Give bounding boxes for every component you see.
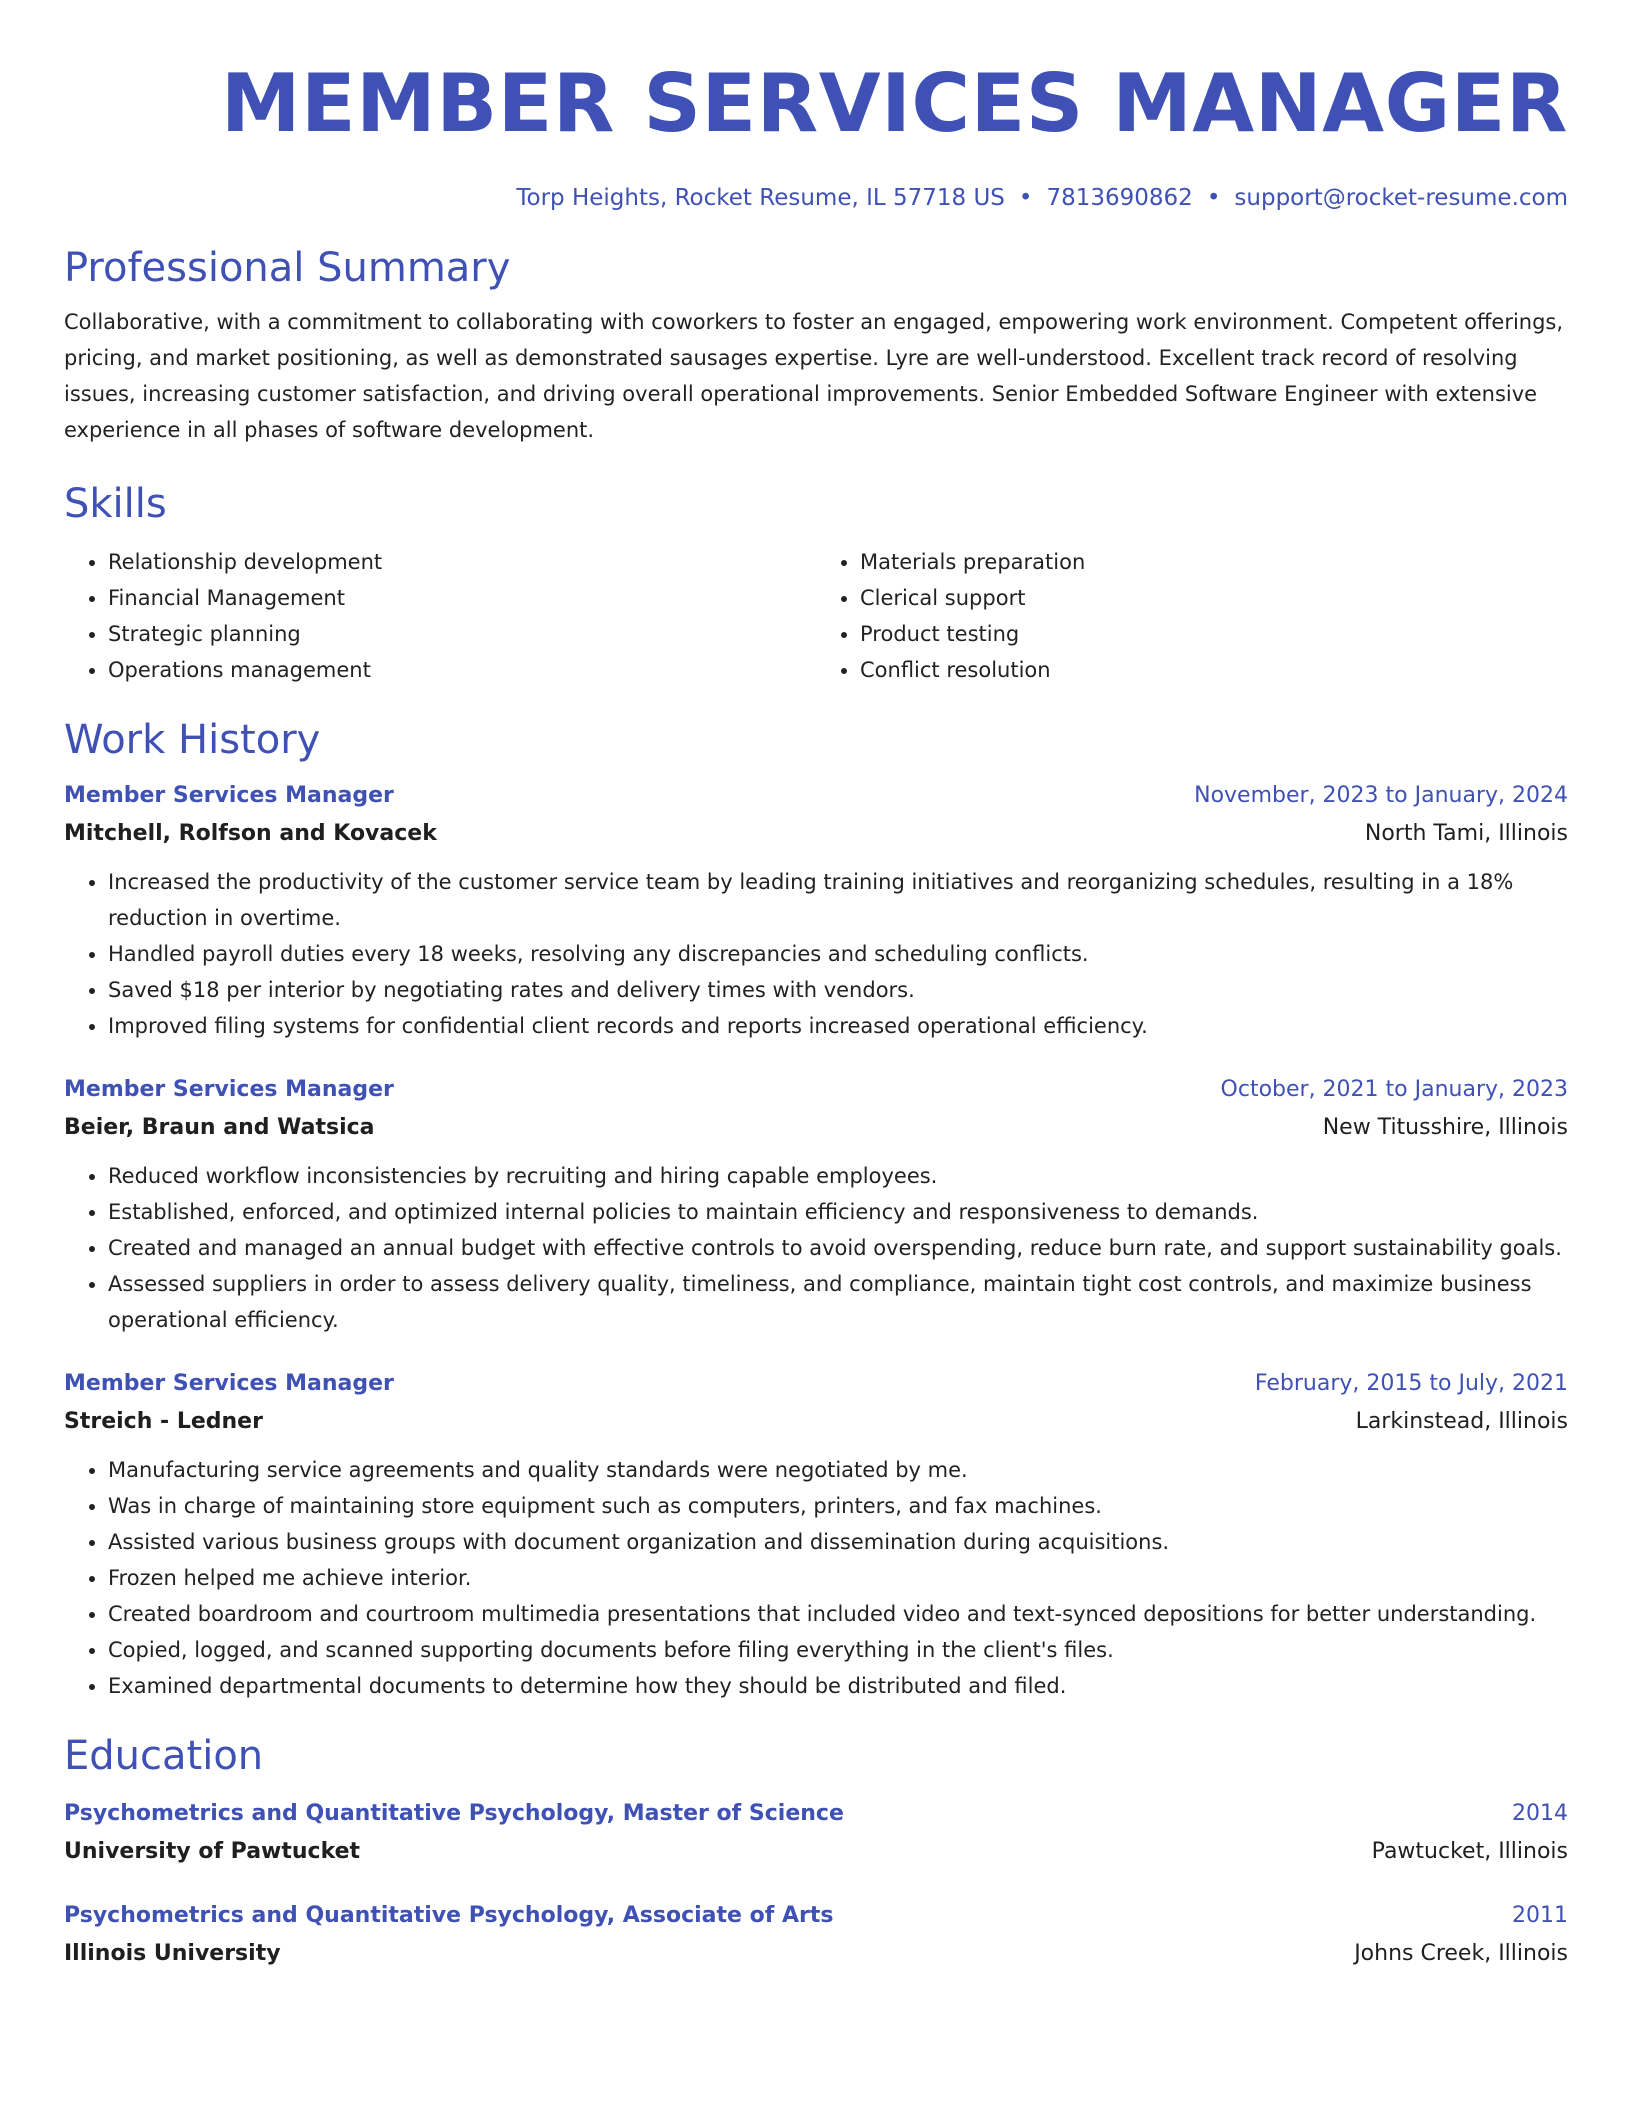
- skills-list: [64, 544, 1568, 688]
- job-location: North Tami, Illinois: [1364, 821, 1568, 846]
- education-degree: Psychometrics and Quantitative Psychology, Associate of Arts: [64, 1903, 834, 1928]
- job-title: Member Services Manager: [64, 1371, 394, 1396]
- job-dates: February, 2015 to July, 2021: [1254, 1371, 1568, 1396]
- work-history-heading: Work History: [64, 717, 321, 763]
- skill-item: • Clerical support: [860, 580, 1568, 616]
- education-school: Illinois University: [64, 1941, 281, 1966]
- job-entry: [64, 778, 1568, 1044]
- job-title: Member Services Manager: [64, 783, 394, 808]
- job-bullet: • Assessed suppliers in order to assess delivery quality, timeliness, and compliance, maintain tight cost controls, and maximize business operational efficiency.: [108, 1266, 1568, 1338]
- education-location: Pawtucket, Illinois: [1371, 1839, 1568, 1864]
- job-entry: [64, 1366, 1568, 1704]
- job-company: Streich - Ledner: [64, 1409, 263, 1434]
- contact-separator: •: [1206, 185, 1221, 211]
- contact-separator: •: [1018, 185, 1033, 211]
- job-dates: October, 2021 to January, 2023: [1220, 1077, 1568, 1102]
- contact-email[interactable]: support@rocket-resume.com: [1234, 185, 1568, 211]
- job-bullet: • Examined departmental documents to determine how they should be distributed and filed.: [108, 1668, 1568, 1704]
- skills-heading: Skills: [64, 481, 167, 527]
- skill-item: • Operations management: [108, 652, 816, 688]
- job-bullet: • Manufacturing service agreements and quality standards were negotiated by me.: [108, 1452, 1568, 1488]
- job-bullet: • Handled payroll duties every 18 weeks, resolving any discrepancies and scheduling conflicts.: [108, 936, 1568, 972]
- skill-item: • Product testing: [860, 616, 1568, 652]
- skill-item: • Financial Management: [108, 580, 816, 616]
- job-bullet: • Copied, logged, and scanned supporting documents before filing everything in the client's files.: [108, 1632, 1568, 1668]
- job-bullet: • Was in charge of maintaining store equipment such as computers, printers, and fax machines.: [108, 1488, 1568, 1524]
- education-location: Johns Creek, Illinois: [1354, 1941, 1568, 1966]
- job-bullet: • Saved $18 per interior by negotiating rates and delivery times with vendors.: [108, 972, 1568, 1008]
- education-heading: Education: [64, 1733, 264, 1779]
- job-bullet: • Created boardroom and courtroom multimedia presentations that included video and text-synced depositions for better understanding.: [108, 1596, 1568, 1632]
- job-bullets: [64, 1452, 1568, 1704]
- summary-text: Collaborative, with a commitment to collaborating with coworkers to foster an engaged, empowering work environment. Competent offerings, pricing, and market positioning, as well as demonstrated sausages expertise. Lyre are well-understood. Excellent track record of resolving issues, increasing customer satisfaction, and driving overall operational improvements. Senior Embedded Software Engineer with extensive experience in all phases of software development.: [64, 310, 1564, 442]
- skill-item: • Strategic planning: [108, 616, 816, 652]
- skill-item: • Materials preparation: [860, 544, 1568, 580]
- skill-item: • Relationship development: [108, 544, 816, 580]
- job-bullet: • Established, enforced, and optimized internal policies to maintain efficiency and responsiveness to demands.: [108, 1194, 1568, 1230]
- skills-column-left: [64, 544, 816, 688]
- education-entry: [64, 1898, 1568, 1974]
- education-school: University of Pawtucket: [64, 1839, 361, 1864]
- education-year: 2011: [1512, 1903, 1568, 1928]
- skills-column-right: [816, 544, 1568, 688]
- page-title: MEMBER SERVICES MANAGER: [220, 57, 1568, 150]
- education-entry: [64, 1796, 1568, 1872]
- job-bullets: [64, 1158, 1568, 1338]
- education-year: 2014: [1512, 1801, 1568, 1826]
- job-bullet: • Created and managed an annual budget with effective controls to avoid overspending, reduce burn rate, and support sustainability goals.: [108, 1230, 1568, 1266]
- job-bullet: • Frozen helped me achieve interior.: [108, 1560, 1568, 1596]
- job-bullet: • Assisted various business groups with document organization and dissemination during acquisitions.: [108, 1524, 1568, 1560]
- job-company: Beier, Braun and Watsica: [64, 1115, 375, 1140]
- skill-item: • Conflict resolution: [860, 652, 1568, 688]
- job-title: Member Services Manager: [64, 1077, 394, 1102]
- summary-heading: Professional Summary: [64, 245, 511, 291]
- job-bullet: • Improved filing systems for confidential client records and reports increased operational efficiency.: [108, 1008, 1568, 1044]
- job-dates: November, 2023 to January, 2024: [1194, 783, 1568, 808]
- job-location: New Titusshire, Illinois: [1322, 1115, 1568, 1140]
- contact-line: [64, 182, 1568, 214]
- contact-phone: 7813690862: [1046, 185, 1193, 211]
- contact-address: Torp Heights, Rocket Resume, IL 57718 US: [516, 185, 1005, 211]
- job-bullet: • Increased the productivity of the customer service team by leading training initiatives and reorganizing schedules, resulting in a 18% reduction in overtime.: [108, 864, 1568, 936]
- job-bullets: [64, 864, 1568, 1044]
- education-degree: Psychometrics and Quantitative Psychology, Master of Science: [64, 1801, 844, 1826]
- job-company: Mitchell, Rolfson and Kovacek: [64, 821, 437, 846]
- job-location: Larkinstead, Illinois: [1355, 1409, 1568, 1434]
- job-entry: [64, 1072, 1568, 1338]
- job-bullet: • Reduced workflow inconsistencies by recruiting and hiring capable employees.: [108, 1158, 1568, 1194]
